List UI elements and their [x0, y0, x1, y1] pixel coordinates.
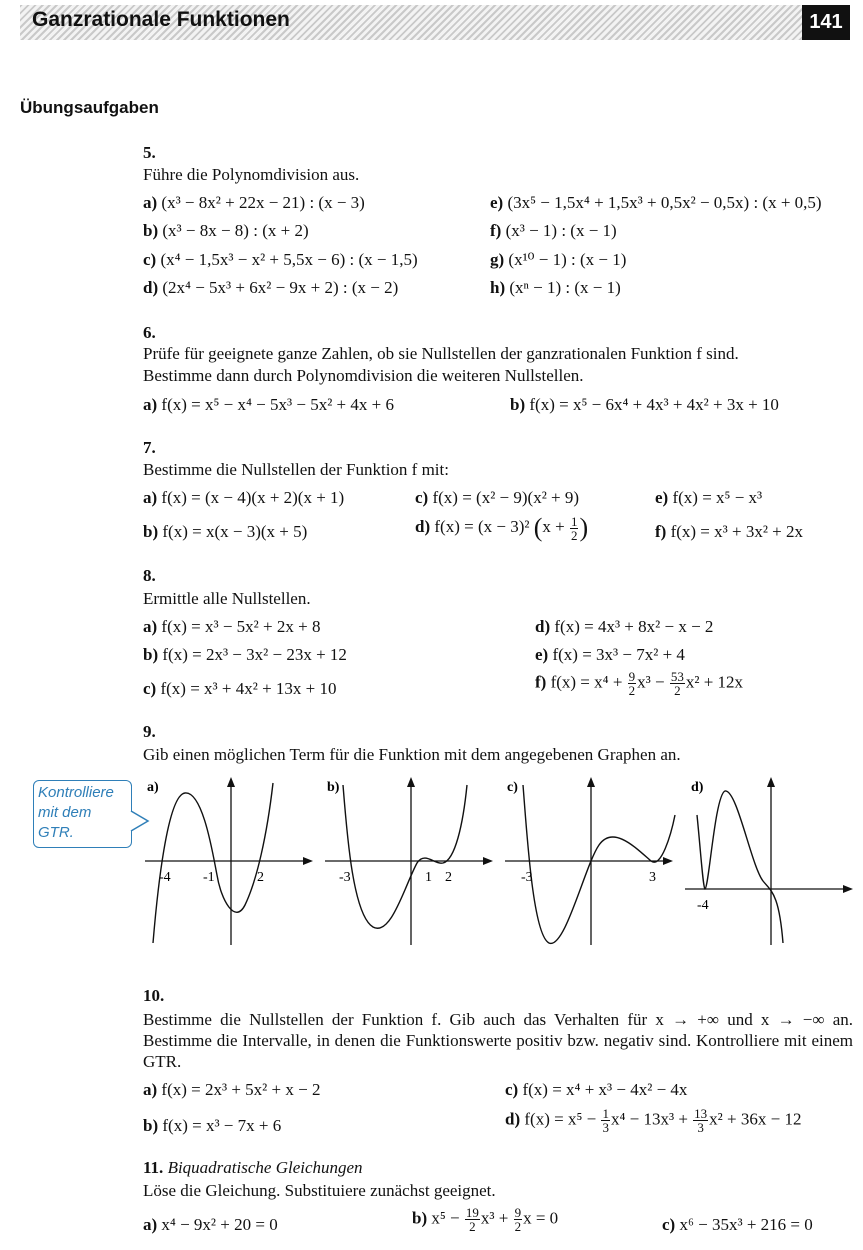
graph-a-tick-2: -1 [203, 870, 215, 885]
gtr-callout [33, 780, 132, 848]
graph-d-tick-1: -4 [697, 898, 709, 913]
chapter-title: Ganzrationale Funktionen [32, 8, 290, 31]
ex11-item-b: b) x⁵ − $\frac{19}{2}$ x³ + $\frac{9}{2}$ x = 0 [412, 1205, 559, 1234]
callout-line-3: GTR. [38, 824, 74, 841]
graph-c-tick-2: 3 [649, 870, 656, 885]
ex7-item-d: d) f(x) = (x − 3)² (x + $\frac{1}{2}$ ) [415, 513, 589, 543]
ex5-item-h: h) (xⁿ − 1) : (x − 1) [490, 278, 621, 297]
ex5-item-c: c) (x⁴ − 1,5x³ − x² + 5,5x − 6) : (x − 1,5) [143, 250, 418, 269]
graph-b-label: b) [327, 780, 340, 795]
graph-a-tick-1: -4 [159, 870, 171, 885]
ex11-item-a: a) x⁴ − 9x² + 20 = 0 [143, 1215, 278, 1234]
ex10-item-c: c) f(x) = x⁴ + x³ − 4x² − 4x [505, 1080, 688, 1099]
section-title: Übungsaufgaben [20, 98, 159, 117]
exercise-9-instruction: Gib einen möglichen Term für die Funktion mit dem angegebenen Graphen an. [143, 745, 681, 764]
graph-a [145, 775, 315, 955]
graph-a-label: a) [147, 780, 159, 795]
exercise-8-number: 8. [143, 566, 156, 585]
graph-c-tick-1: -3 [521, 870, 533, 885]
exercise-5-instruction: Führe die Polynomdivision aus. [143, 165, 360, 184]
ex7-item-a: a) f(x) = (x − 4)(x + 2)(x + 1) [143, 488, 345, 507]
exercise-6-instruction-2: Bestimme dann durch Polynomdivision die weiteren Nullstellen. [143, 366, 584, 385]
ex11-item-c: c) x⁶ − 35x³ + 216 = 0 [662, 1215, 813, 1234]
ex7-item-f: f) f(x) = x³ + 3x² + 2x [655, 522, 804, 541]
graph-a-tick-3: 2 [257, 870, 264, 885]
ex5-item-f: f) (x³ − 1) : (x − 1) [490, 221, 617, 240]
ex10-item-a: a) f(x) = 2x³ + 5x² + x − 2 [143, 1080, 321, 1099]
graph-c-label: c) [507, 780, 518, 795]
exercise-9-number: 9. [143, 722, 156, 741]
ex5-item-e: e) (3x⁵ − 1,5x⁴ + 1,5x³ + 0,5x² − 0,5x) : (x + 0,5) [490, 193, 822, 212]
ex8-item-f: f) f(x) = x⁴ + $\frac{9}{2}$ x³ − $\frac{53}{2}$ x² + 12x [535, 669, 744, 698]
graph-d-label: d) [691, 780, 704, 795]
ex5-item-a: a) (x³ − 8x² + 22x − 21) : (x − 3) [143, 193, 365, 212]
ex7-item-e: e) f(x) = x⁵ − x³ [655, 488, 763, 507]
ex6-item-a: a) f(x) = x⁵ − x⁴ − 5x³ − 5x² + 4x + 6 [143, 395, 394, 414]
graph-b-tick-3: 2 [445, 870, 452, 885]
ex10-item-b: b) f(x) = x³ − 7x + 6 [143, 1116, 282, 1135]
ex7-item-c: c) f(x) = (x² − 9)(x² + 9) [415, 488, 580, 507]
exercise-6-number: 6. [143, 323, 156, 342]
exercise-6-instruction-1: Prüfe für geeignete ganze Zahlen, ob sie Nullstellen der ganzrationalen Funktion f sind. [143, 344, 739, 363]
ex8-item-c: c) f(x) = x³ + 4x² + 13x + 10 [143, 679, 337, 698]
exercise-7-instruction: Bestimme die Nullstellen der Funktion f mit: [143, 460, 449, 479]
ex8-item-a: a) f(x) = x³ − 5x² + 2x + 8 [143, 617, 321, 636]
graph-b [325, 775, 495, 955]
exercise-10-instruction: Bestimme die Nullstellen der Funktion f. Gib auch das Verhalten für x → +∞ und x → −∞ an. Bestimme die Intervalle, in denen die Funktionswerte positiv bzw. negativ sind. Kontrolliere mit einem GTR. [143, 1010, 853, 1071]
ex5-item-d: d) (2x⁴ − 5x³ + 6x² − 9x + 2) : (x − 2) [143, 278, 399, 297]
callout-line-2: mit dem [38, 804, 92, 821]
exercise-10-number: 10. [143, 986, 165, 1005]
graph-b-tick-2: 1 [425, 870, 432, 885]
graph-d [685, 775, 855, 955]
ex8-item-d: d) f(x) = 4x³ + 8x² − x − 2 [535, 617, 714, 636]
graph-b-tick-1: -3 [339, 870, 351, 885]
chapter-header [20, 5, 850, 40]
ex6-item-b: b) f(x) = x⁵ − 6x⁴ + 4x³ + 4x² + 3x + 10 [510, 395, 779, 414]
exercise-11-instruction: Löse die Gleichung. Substituiere zunächst geeignet. [143, 1181, 496, 1200]
ex5-item-b: b) (x³ − 8x − 8) : (x + 2) [143, 221, 309, 240]
ex5-item-g: g) (x¹⁰ − 1) : (x − 1) [490, 250, 627, 269]
exercise-11-heading: 11. Biquadratische Gleichungen [143, 1158, 363, 1177]
page-number: 141 [802, 5, 850, 40]
exercise-5-number: 5. [143, 143, 156, 162]
ex10-item-d: d) f(x) = x⁵ − $\frac{1}{3}$ x⁴ − 13x³ + $\frac{13}{3}$ x² + 36x − 12 [505, 1106, 802, 1135]
ex7-item-b: b) f(x) = x(x − 3)(x + 5) [143, 522, 308, 541]
exercise-7-number: 7. [143, 438, 156, 457]
exercise-8-instruction: Ermittle alle Nullstellen. [143, 589, 311, 608]
graph-c [505, 775, 677, 955]
ex8-item-e: e) f(x) = 3x³ − 7x² + 4 [535, 645, 685, 664]
ex8-item-b: b) f(x) = 2x³ − 3x² − 23x + 12 [143, 645, 347, 664]
callout-line-1: Kontrolliere [38, 784, 114, 801]
